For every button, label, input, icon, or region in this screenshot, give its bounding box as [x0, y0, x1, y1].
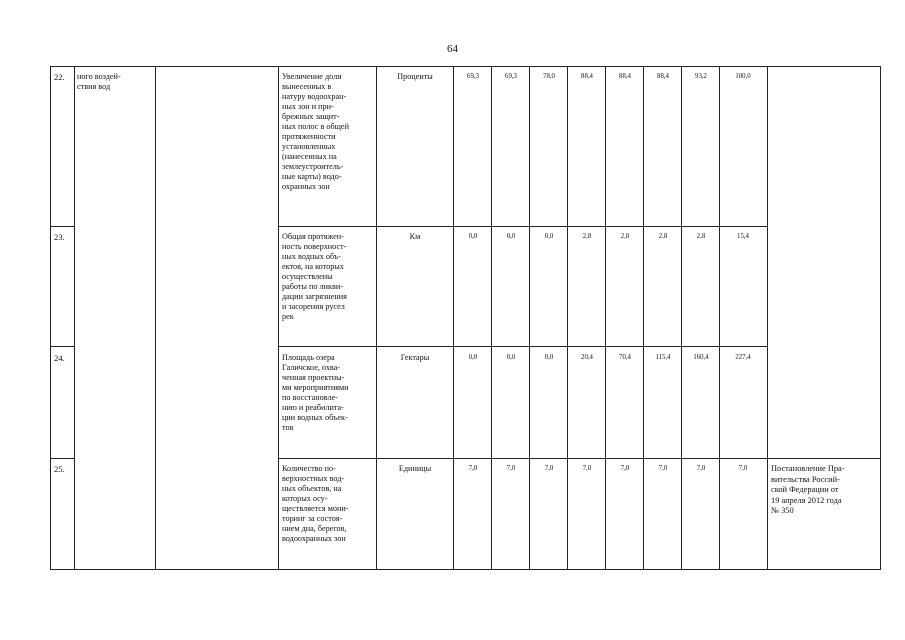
- value-cell: 69,3: [467, 73, 479, 80]
- value-cell: 78,0: [543, 73, 555, 80]
- value-cell: 7,0: [544, 465, 554, 472]
- topic-line: ного воздей-: [77, 72, 121, 81]
- topic-cell: [77, 72, 153, 92]
- value-cell: 70,4: [619, 354, 631, 361]
- value-cell: 2,8: [658, 233, 668, 240]
- desc-line: (нанесенных на: [282, 152, 337, 161]
- col-line-v3: [567, 66, 568, 570]
- col-line-num: [74, 66, 75, 570]
- desc-line: торинг за состоя-: [282, 514, 343, 523]
- desc-line: Площадь озера: [282, 353, 335, 362]
- basis-line: 19 апреля 2012 года: [771, 495, 842, 505]
- unit-cell: Единицы: [398, 464, 432, 473]
- desc-line: рек: [282, 312, 294, 321]
- value-cell: 227,4: [735, 354, 751, 361]
- desc-line: Количество по-: [282, 464, 336, 473]
- table-frame: [50, 66, 881, 570]
- value-cell: 20,4: [581, 354, 593, 361]
- indicator-description: [282, 232, 373, 322]
- basis-line: ской Федерации от: [771, 485, 839, 494]
- indicator-description: [282, 464, 373, 544]
- value-cell: 88,4: [581, 73, 593, 80]
- desc-line: ные карты) водо-: [282, 172, 342, 181]
- value-cell: 0,0: [544, 233, 554, 240]
- desc-line: ных полос в общей: [282, 122, 349, 131]
- row-number: 24.: [54, 353, 65, 363]
- row-line: [50, 458, 75, 459]
- desc-line: осуществлены: [282, 272, 333, 281]
- value-cell: 7,0: [582, 465, 592, 472]
- col-line-unit: [453, 66, 454, 570]
- col-line-v1: [491, 66, 492, 570]
- desc-line: установленных: [282, 142, 336, 151]
- desc-line: Галичское, охва-: [282, 363, 341, 372]
- desc-line: работы по ликви-: [282, 282, 343, 291]
- value-cell: 0,0: [544, 354, 554, 361]
- desc-line: ектов, на которых: [282, 262, 344, 271]
- desc-line: верхностных вод-: [282, 474, 345, 483]
- unit-cell: Гектары: [400, 353, 430, 362]
- value-cell: 7,0: [738, 465, 748, 472]
- basis-line: Постановление Пра-: [771, 464, 845, 473]
- topic-line: ствия вод: [77, 82, 111, 91]
- row-line: [278, 458, 881, 459]
- desc-line: ми мероприятиями: [282, 383, 349, 392]
- desc-line: протяженности: [282, 132, 336, 141]
- value-cell: 88,4: [619, 73, 631, 80]
- unit-cell: Проценты: [397, 72, 433, 81]
- desc-line: ченная проектны-: [282, 373, 345, 382]
- desc-line: охранных зон: [282, 182, 330, 191]
- desc-line: ных зон и при-: [282, 102, 334, 111]
- desc-line: дации загрязнения: [282, 292, 347, 301]
- desc-line: водоохранных зон: [282, 534, 346, 543]
- col-line-v6: [681, 66, 682, 570]
- row-line: [50, 346, 75, 347]
- desc-line: ность поверхност-: [282, 242, 347, 251]
- basis-line: № 350: [771, 506, 794, 515]
- col-line-v7: [719, 66, 720, 570]
- row-number: 23.: [54, 232, 65, 242]
- value-cell: 2,8: [620, 233, 630, 240]
- value-cell: 100,0: [735, 73, 751, 80]
- desc-line: тов: [282, 423, 294, 432]
- desc-line: брежных защит-: [282, 112, 340, 121]
- value-cell: 0,0: [468, 354, 478, 361]
- unit-cell: Км: [409, 232, 421, 241]
- desc-line: ществляется мони-: [282, 504, 349, 513]
- desc-line: землеустроитель-: [282, 162, 344, 171]
- value-cell: 93,2: [695, 73, 707, 80]
- desc-line: ции водных объек-: [282, 413, 348, 422]
- col-line-v4: [605, 66, 606, 570]
- col-line-v5: [643, 66, 644, 570]
- col-line-desc: [376, 66, 377, 570]
- desc-line: натуру водоохран-: [282, 92, 347, 101]
- col-line-empty: [278, 66, 279, 570]
- value-cell: 88,4: [657, 73, 669, 80]
- desc-line: Общая протяжен-: [282, 232, 344, 241]
- desc-line: и засорения русел: [282, 302, 345, 311]
- row-number: 22.: [54, 72, 65, 82]
- value-cell: 7,0: [506, 465, 516, 472]
- row-line: [278, 226, 768, 227]
- row-line: [50, 226, 75, 227]
- indicator-description: [282, 353, 373, 433]
- value-cell: 15,4: [737, 233, 749, 240]
- desc-line: нию и реабилита-: [282, 403, 344, 412]
- col-line-v8: [767, 66, 768, 570]
- value-cell: 0,0: [468, 233, 478, 240]
- page-number: 64: [447, 43, 458, 55]
- desc-line: ных объектов, на: [282, 484, 342, 493]
- desc-line: ных водных объ-: [282, 252, 341, 261]
- col-line-v2: [529, 66, 530, 570]
- row-number: 25.: [54, 464, 65, 474]
- indicator-description: [282, 72, 373, 192]
- value-cell: 0,0: [506, 354, 516, 361]
- value-cell: 115,4: [655, 354, 671, 361]
- row-line: [278, 346, 768, 347]
- value-cell: 69,3: [505, 73, 517, 80]
- value-cell: 7,0: [620, 465, 630, 472]
- desc-line: вынесенных в: [282, 82, 332, 91]
- value-cell: 2,8: [696, 233, 706, 240]
- value-cell: 2,8: [582, 233, 592, 240]
- desc-line: нием дна, берегов,: [282, 524, 347, 533]
- col-line-topic: [155, 66, 156, 570]
- desc-line: Увеличение доли: [282, 72, 342, 81]
- value-cell: 0,0: [506, 233, 516, 240]
- desc-line: которых осу-: [282, 494, 328, 503]
- basis-line: вительства Россий-: [771, 474, 840, 484]
- value-cell: 160,4: [693, 354, 709, 361]
- value-cell: 7,0: [468, 465, 478, 472]
- legal-basis: [771, 464, 877, 517]
- desc-line: по восстановле-: [282, 393, 338, 402]
- value-cell: 7,0: [658, 465, 668, 472]
- value-cell: 7,0: [696, 465, 706, 472]
